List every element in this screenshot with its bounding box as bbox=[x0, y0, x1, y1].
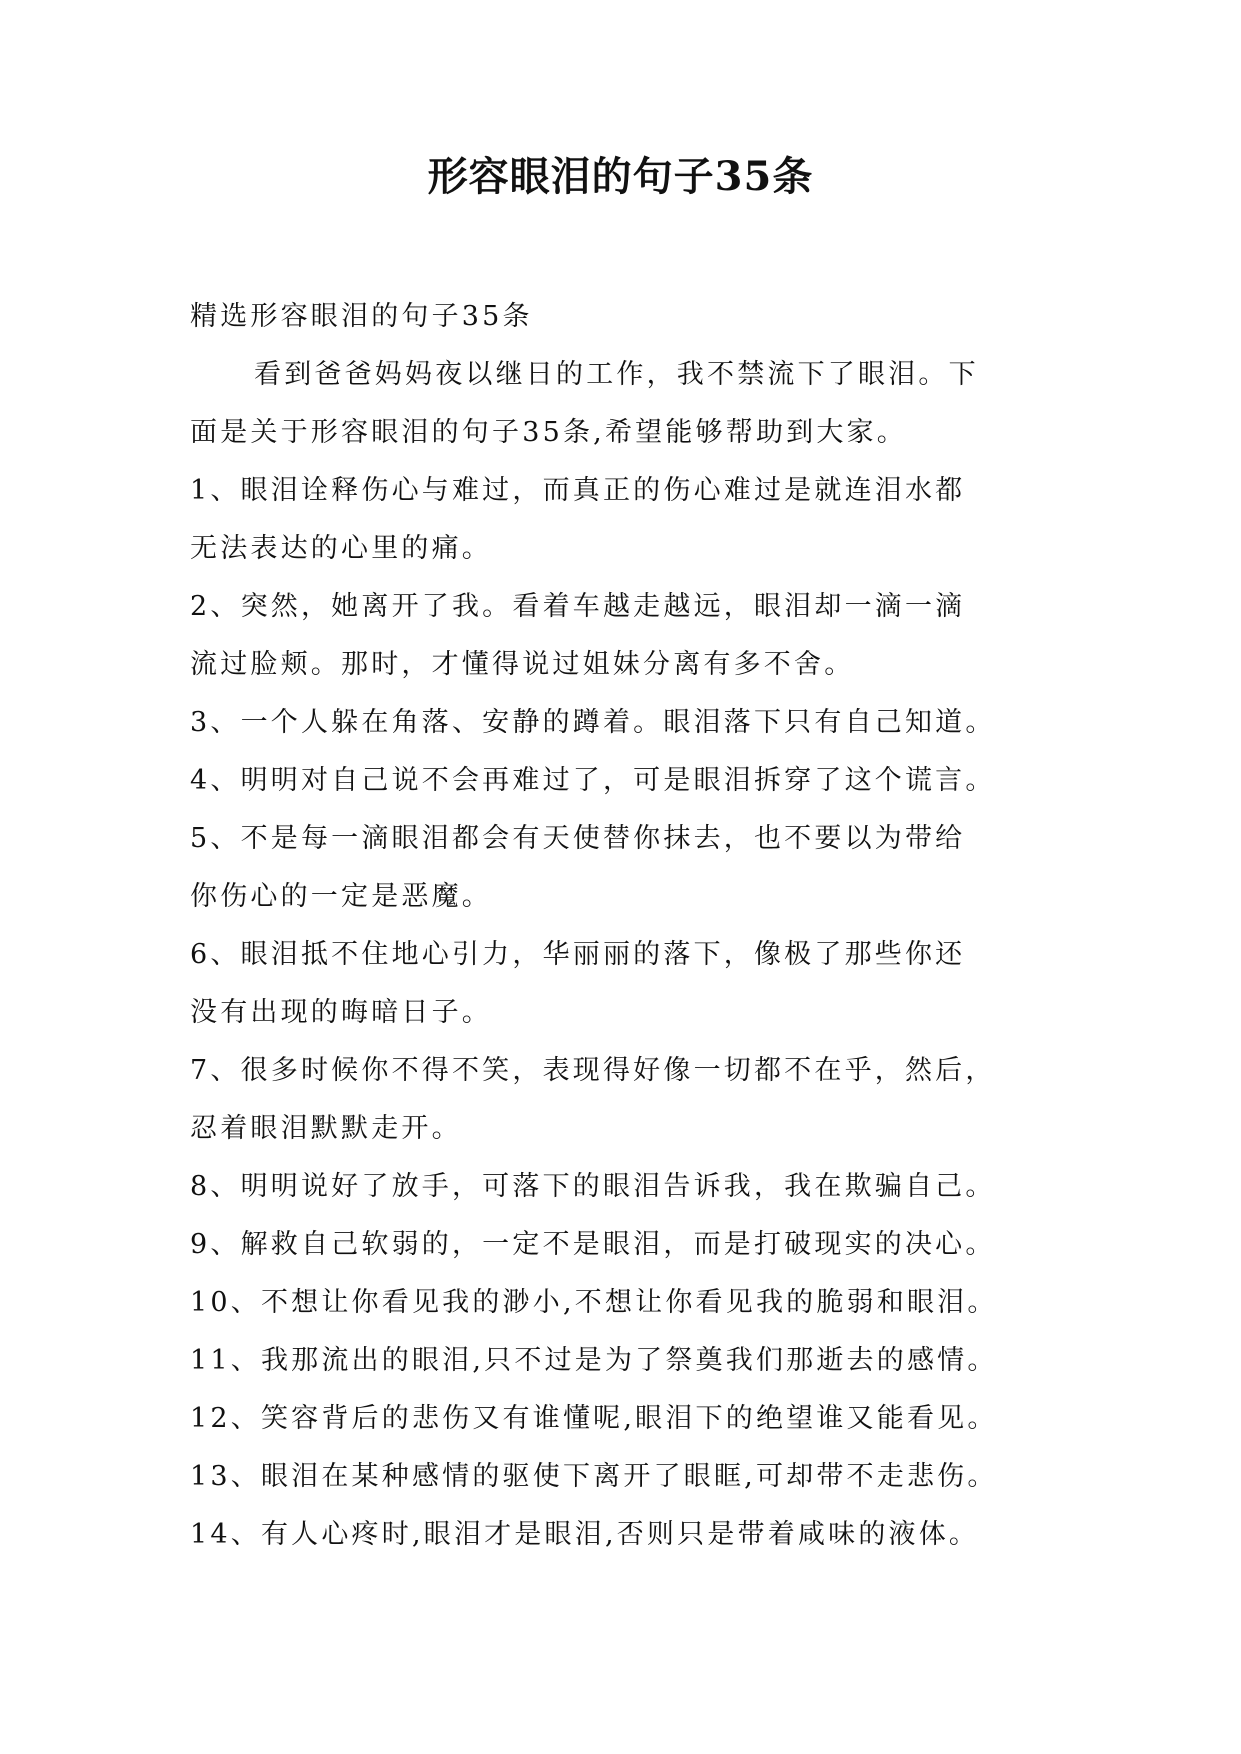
body-line: 你伤心的一定是恶魔。 bbox=[190, 881, 492, 912]
body-line: 没有出现的晦暗日子。 bbox=[190, 997, 492, 1028]
body-line: 10、不想让你看见我的渺小,不想让你看见我的脆弱和眼泪。 bbox=[190, 1287, 998, 1318]
body-line: 流过脸颊。那时，才懂得说过姐妹分离有多不舍。 bbox=[190, 649, 855, 680]
body-line: 12、笑容背后的悲伤又有谁懂呢,眼泪下的绝望谁又能看见。 bbox=[190, 1403, 998, 1434]
body-line: 无法表达的心里的痛。 bbox=[190, 533, 492, 564]
body-line: 2、突然，她离开了我。看着车越走越远，眼泪却一滴一滴 bbox=[190, 591, 966, 622]
intro-line-2: 面是关于形容眼泪的句子35条,希望能够帮助到大家。 bbox=[190, 417, 907, 448]
body-line: 9、解救自己软弱的，一定不是眼泪，而是打破现实的决心。 bbox=[190, 1229, 996, 1260]
body-line: 4、明明对自己说不会再难过了，可是眼泪拆穿了这个谎言。 bbox=[190, 765, 996, 796]
body-line: 7、很多时候你不得不笑，表现得好像一切都不在乎，然后， bbox=[190, 1055, 996, 1086]
body-line: 11、我那流出的眼泪,只不过是为了祭奠我们那逝去的感情。 bbox=[190, 1345, 998, 1376]
body-line: 14、有人心疼时,眼泪才是眼泪,否则只是带着咸味的液体。 bbox=[190, 1519, 980, 1550]
body-line: 1、眼泪诠释伤心与难过，而真正的伤心难过是就连泪水都 bbox=[190, 475, 966, 506]
intro-line-1: 看到爸爸妈妈夜以继日的工作，我不禁流下了眼泪。下 bbox=[254, 359, 979, 390]
document-body bbox=[190, 288, 1070, 1564]
body-line: 3、一个人躲在角落、安静的蹲着。眼泪落下只有自己知道。 bbox=[190, 707, 996, 738]
body-line: 5、不是每一滴眼泪都会有天使替你抹去，也不要以为带给 bbox=[190, 823, 966, 854]
subtitle-line: 精选形容眼泪的句子35条 bbox=[190, 301, 533, 332]
document-title: 形容眼泪的句子35条 bbox=[427, 153, 814, 200]
body-line: 8、明明说好了放手，可落下的眼泪告诉我，我在欺骗自己。 bbox=[190, 1171, 996, 1202]
body-line: 6、眼泪抵不住地心引力，华丽丽的落下，像极了那些你还 bbox=[190, 939, 966, 970]
body-line: 忍着眼泪默默走开。 bbox=[190, 1113, 462, 1144]
body-line: 13、眼泪在某种感情的驱使下离开了眼眶,可却带不走悲伤。 bbox=[190, 1461, 998, 1492]
